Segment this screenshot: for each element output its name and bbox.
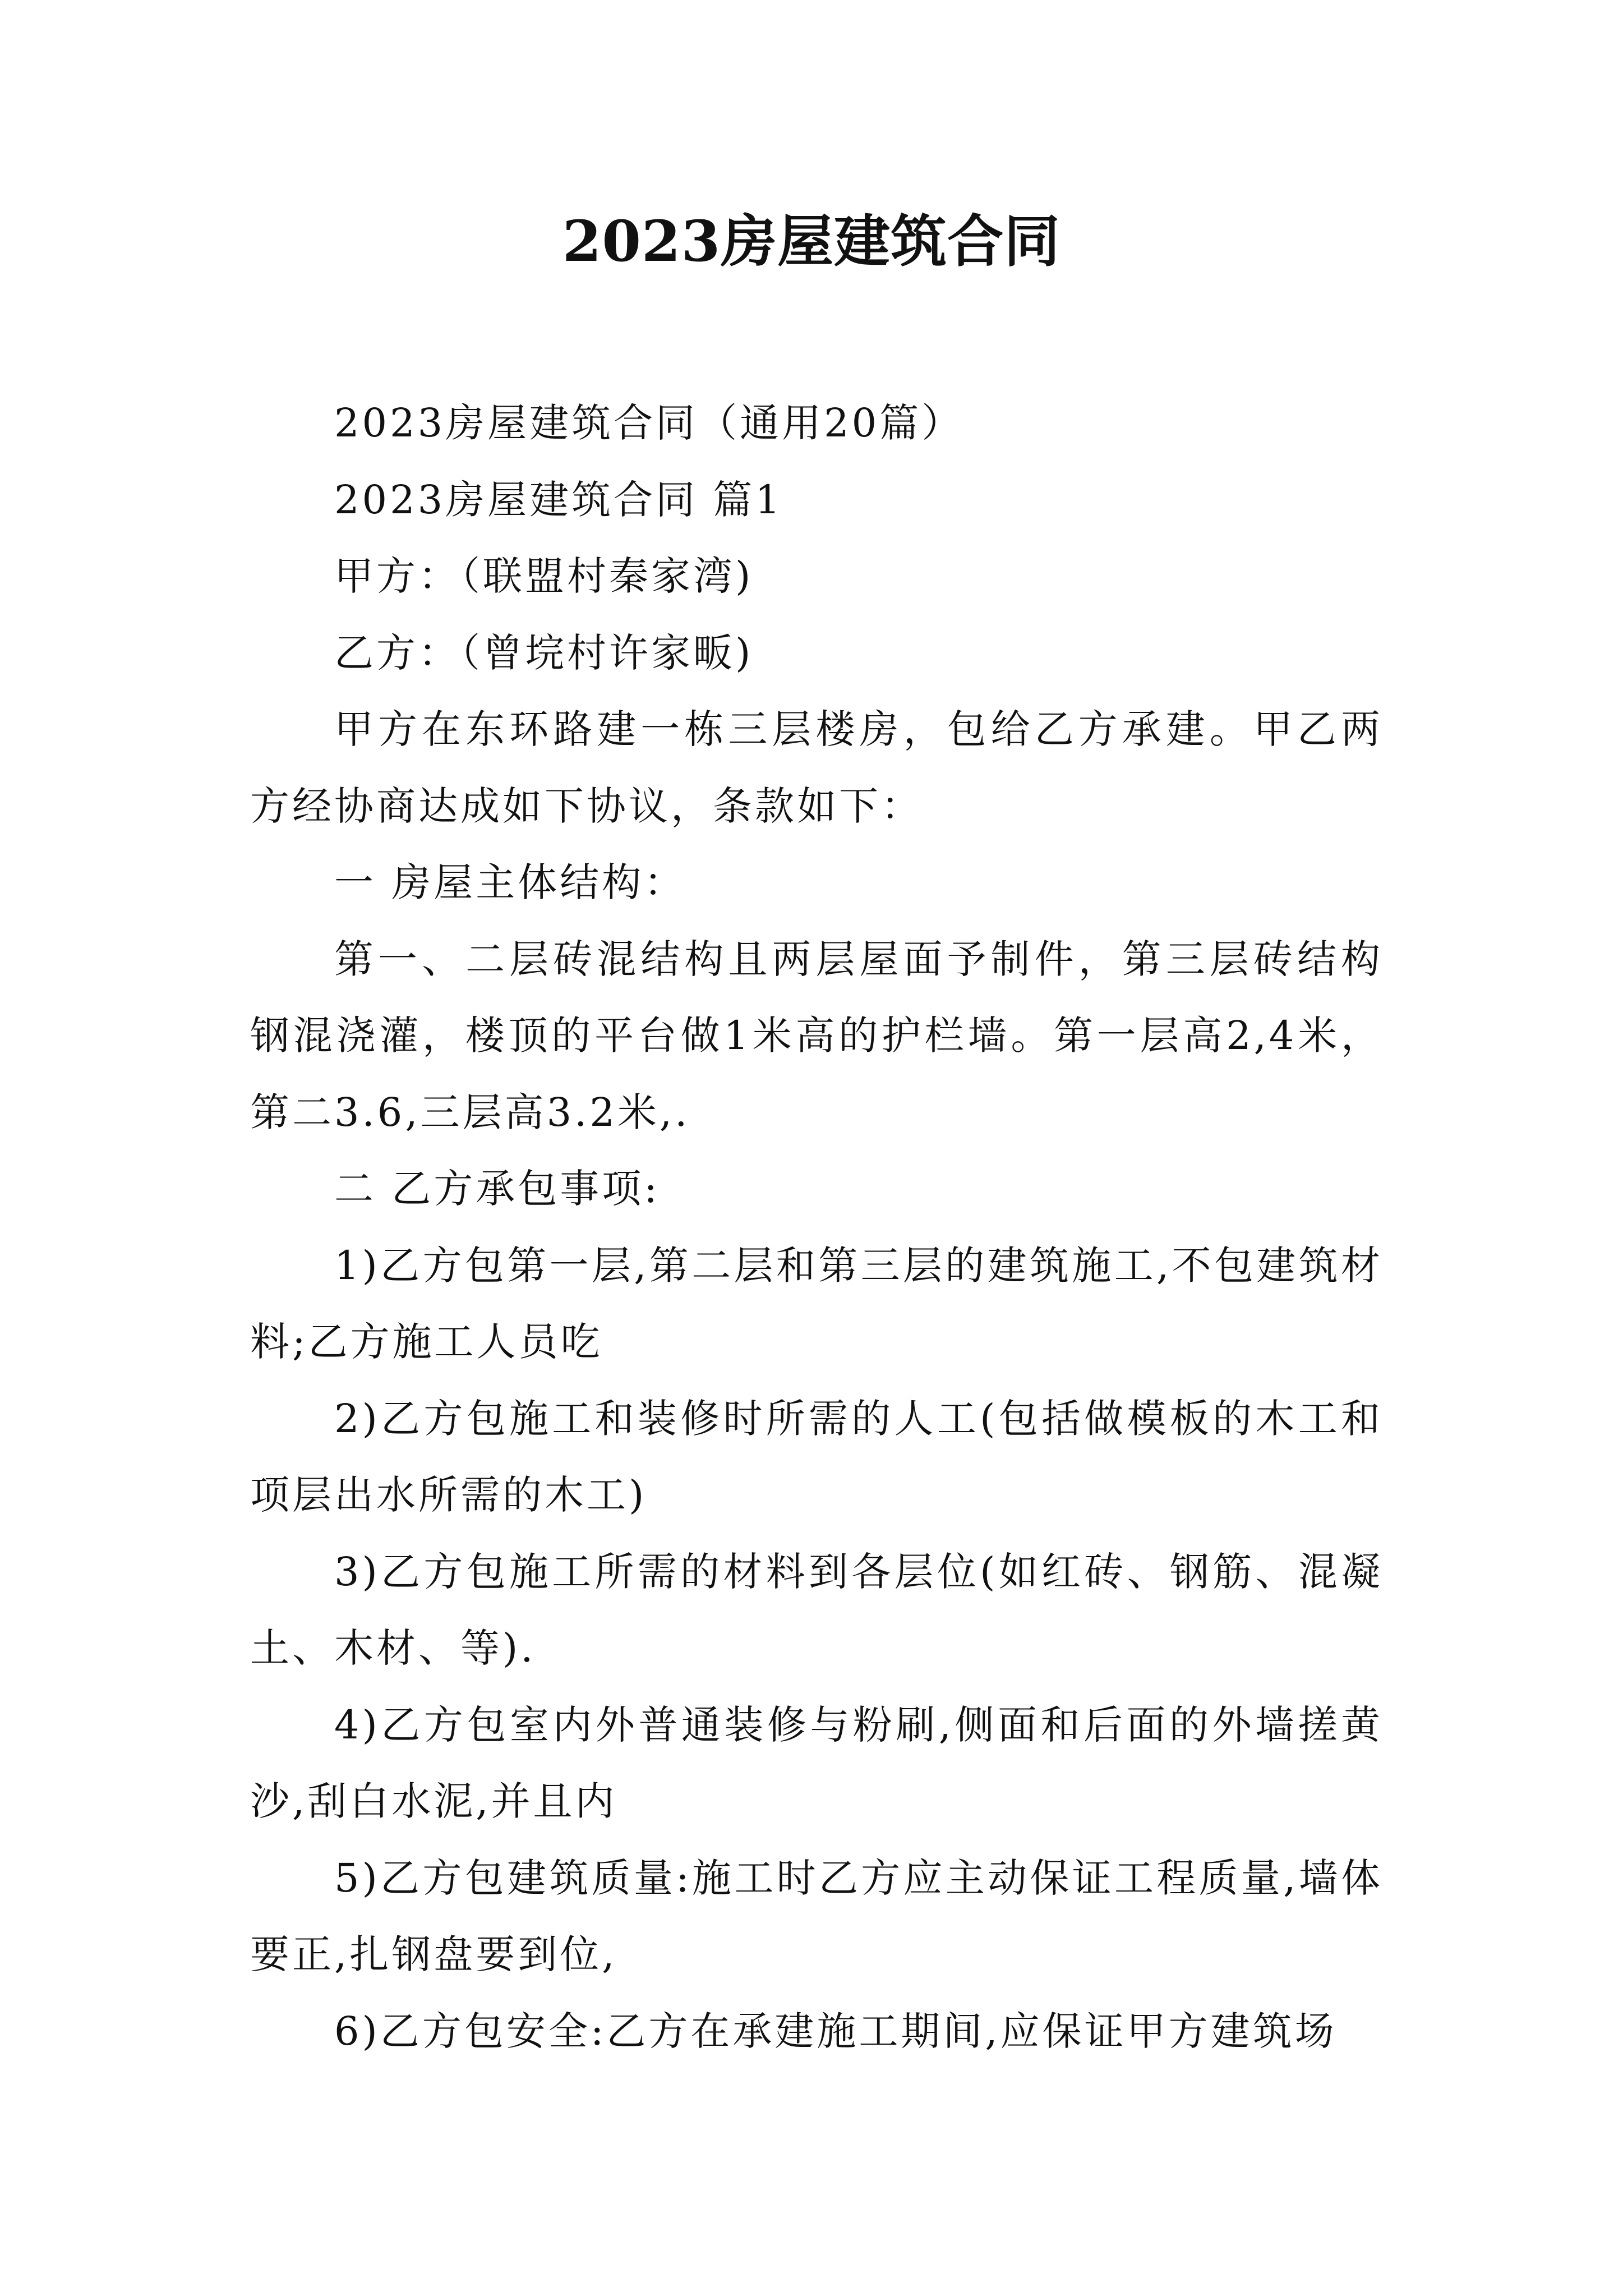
paragraph-intro: 甲方在东环路建一栋三层楼房，包给乙方承建。甲乙两方经协商达成如下协议，条款如下： xyxy=(250,706,1383,829)
document-body xyxy=(250,385,1383,2069)
paragraph-item-4: 4)乙方包室内外普通装修与粉刷,侧面和后面的外墙搓黄沙,刮白水泥,并且内 xyxy=(250,1701,1383,1824)
paragraph-item-2: 2)乙方包施工和装修时所需的人工(包括做模板的木工和项层出水所需的木工) xyxy=(250,1395,1383,1518)
paragraph-heading-structure: 一 房屋主体结构： xyxy=(334,859,686,905)
paragraph-party-b: 乙方：（曾垸村许家畈) xyxy=(334,629,754,676)
paragraph-item-6: 6)乙方包安全:乙方在承建施工期间,应保证甲方建筑场 xyxy=(334,2008,1337,2054)
paragraph-subtitle: 2023房屋建筑合同（通用20篇） xyxy=(334,400,964,446)
paragraph-item-1: 1)乙方包第一层,第二层和第三层的建筑施工,不包建筑材料;乙方施工人员吃 xyxy=(250,1242,1383,1365)
document-title: 2023房屋建筑合同 xyxy=(562,208,1061,274)
paragraph-party-a: 甲方：（联盟村秦家湾) xyxy=(334,553,754,599)
paragraph-structure: 第一、二层砖混结构且两层屋面予制件，第三层砖结构钢混浇灌，楼顶的平台做1米高的护栏墙。第一层高2,4米，第二3.6,三层高3.2米,. xyxy=(250,936,1383,1135)
paragraph-item-3: 3)乙方包施工所需的材料到各层位(如红砖、钢筋、混凝土、木材、等). xyxy=(250,1548,1383,1671)
paragraph-section-heading: 2023房屋建筑合同 篇1 xyxy=(334,476,783,523)
paragraph-heading-items: 二 乙方承包事项: xyxy=(334,1166,660,1212)
paragraph-item-5: 5)乙方包建筑质量:施工时乙方应主动保证工程质量,墙体要正,扎钢盘要到位, xyxy=(250,1855,1383,1977)
